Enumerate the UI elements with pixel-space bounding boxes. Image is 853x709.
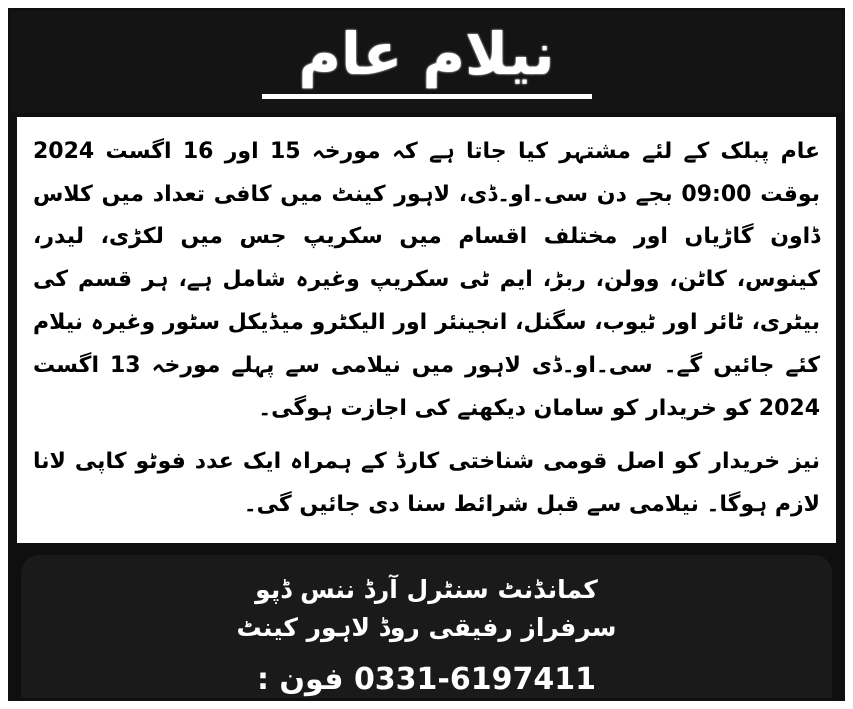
body-panel (17, 117, 836, 543)
advertisement-frame (8, 8, 845, 701)
contact-box (21, 555, 832, 701)
body-paragraph-1: عام پبلک کے لئے مشتہر کیا جاتا ہے کہ مورخہ 15 اور 16 اگست 2024 بوقت 09:00 بجے دن سی۔او۔ڈی، لاہور کینٹ میں کافی تعداد میں کلاس ڈاون گاڑیاں اور مختلف اقسام میں سکریپ جس میں لکڑی، لیدر، کینوس، کاٹن، وولن، ربڑ، ایم ٹی سکریپ وغیرہ شامل ہے، ہر قسم کی بیٹری، ٹائر اور ٹیوب، سگنل، انجینئر اور الیکٹرو میڈیکل سٹور وغیرہ نیلام کئے جائیں گے۔ سی۔او۔ڈی لاہور میں نیلامی سے پہلے مورخہ 13 اگست 2024 کو خریدار کو سامان دیکھنے کی اجازت ہوگی۔ (33, 138, 820, 422)
organization-address: سرفراز رفیقی روڈ لاہور کینٹ (236, 613, 617, 643)
organization-name: کمانڈنٹ سنٹرل آرڈ ننس ڈپو (255, 574, 598, 604)
header-band (11, 11, 842, 113)
footer-wrap (11, 543, 842, 701)
phone-label: فون : (256, 662, 344, 698)
page-title: نیلام عام (298, 20, 555, 88)
body-paragraph-2: نیز خریدار کو اصل قومی شناختی کارڈ کے ہمراہ ایک عدد فوٹو کاپی لانا لازم ہوگا۔ نیلامی سے قبل شرائط سنا دی جائیں گی۔ (33, 448, 820, 517)
title-underline (262, 94, 592, 99)
phone-row (41, 662, 812, 697)
phone-number: 0331-6197411 (353, 662, 597, 698)
